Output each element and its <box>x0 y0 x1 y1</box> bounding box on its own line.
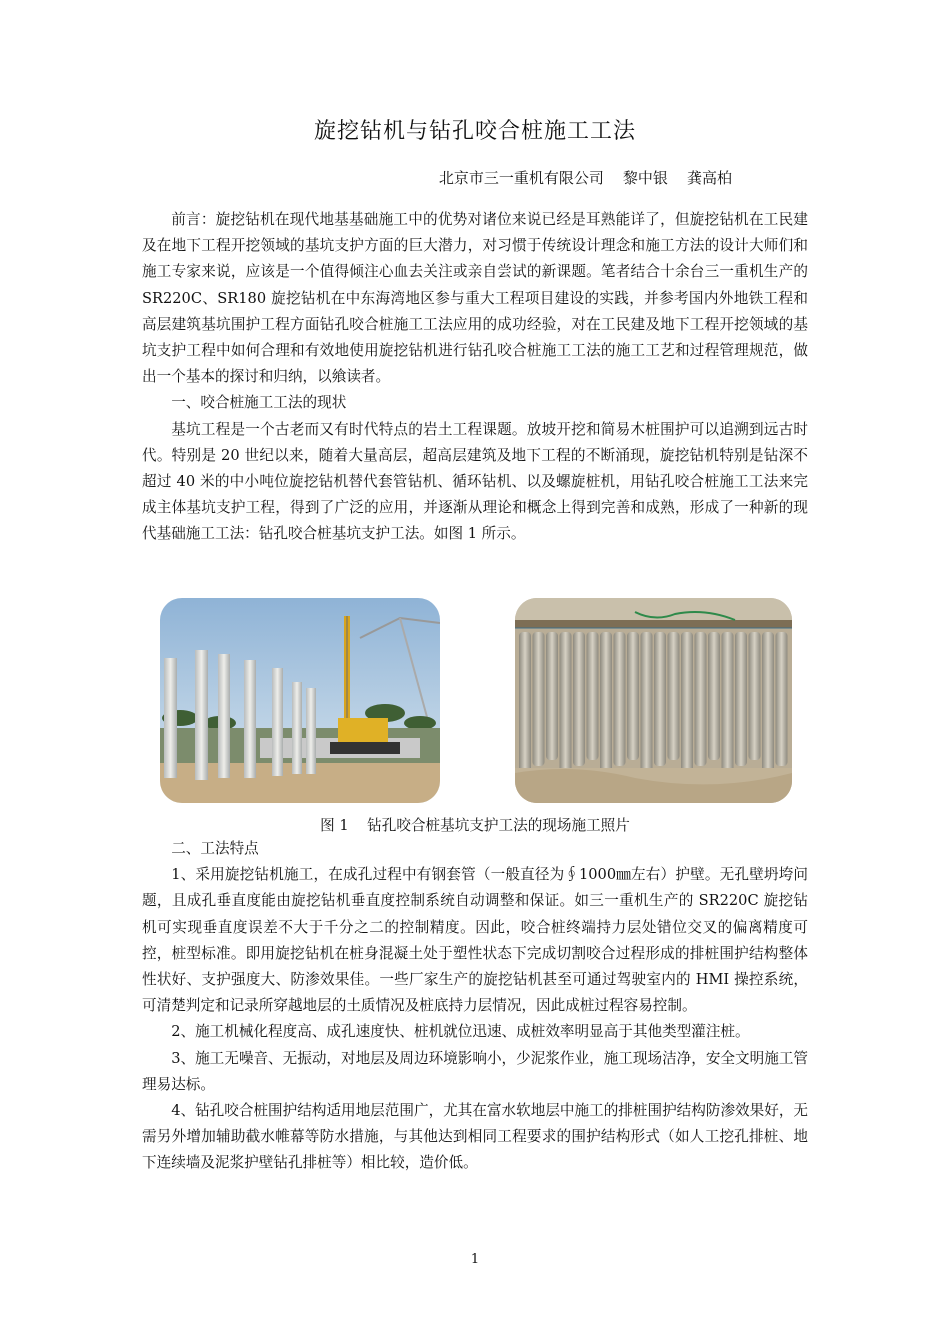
body-text-top <box>142 207 808 548</box>
pile-column <box>573 632 585 766</box>
document-authors: 北京市三一重机有限公司 黎中银 龚高柏 <box>438 169 732 187</box>
paragraph-feature-2: 2、施工机械化程度高、成孔速度快、桩机就位迅速、成桩效率明显高于其他类型灌注桩。 <box>171 1023 750 1041</box>
paragraph-status: 基坑工程是一个古老而又有时代特点的岩土工程课题。放坡开挖和简易木桩围护可以追溯到远古时代。特别是 20 世纪以来，随着大量高层，超高层建筑及地下工程的不断涌现，旋挖钻机特别是钻深不超过 40 米的中小吨位旋挖钻机替代套管钻机、循环钻机、以及螺旋桩机，用钻孔咬合桩施工工法来完成主体基坑支护工程，得到了广泛的应用，并逐渐从理论和概念上得到完善和成熟，形成了一种新的现代基础施工工法：钻孔咬合桩基坑支护工法。如图 1 所示。 <box>142 420 808 543</box>
paragraph-feature-3: 3、施工无噪音、无振动，对地层及周边环境影响小，少泥浆作业，施工现场洁净，安全文明施工管理易达标。 <box>142 1049 809 1093</box>
photo-pile-wall-illustration <box>515 598 792 803</box>
paragraph-feature-4: 4、钻孔咬合桩围护结构适用地层范围广，尤其在富水软地层中施工的排桩围护结构防渗效果好，无需另外增加辅助截水帷幕等防水措施，与其他达到相同工程要求的围护结构形式（如人工挖孔排桩、地下连续墙及泥浆护壁钻孔排桩等）相比较，造价低。 <box>142 1102 809 1172</box>
section-heading-1: 一、咬合桩施工工法的现状 <box>171 394 347 412</box>
figure-caption: 图 1 钻孔咬合桩基坑支护工法的现场施工照片 <box>320 817 630 834</box>
pile-column <box>749 632 761 760</box>
pile-column <box>762 632 774 772</box>
photo-pile-wall <box>515 598 792 803</box>
paragraph-preface: 前言：旋挖钻机在现代地基基础施工中的优势对诸位来说已经是耳熟能详了，但旋挖钻机在工民建及在地下工程开挖领域的基坑支护方面的巨大潜力，对习惯于传统设计理念和施工方法的设计大师们和施工专家来说，应该是一个值得倾注心血去关注或亲自尝试的新课题。笔者结合十余台三一重机生产的 SR220C、SR180 旋挖钻机在中东海湾地区参与重大工程项目建设的实践，并参考国内外地铁工程和高层建筑基坑围护工程方面钻孔咬合桩施工工法应用的成功经验，对在工民建及地下工程开挖领域的基坑支护工程中如何合理和有效地使用旋挖钻机进行钻孔咬合桩施工工法的施工工艺和过程管理规范，做出一个基本的探讨和归纳，以飨读者。 <box>142 211 808 386</box>
pile-column <box>546 632 558 760</box>
pile-column <box>695 632 707 766</box>
pile-column <box>600 632 612 772</box>
pile-column <box>587 632 599 760</box>
paragraph-feature-1: 1、采用旋挖钻机施工，在成孔过程中有钢套管（一般直径为∮1000㎜左右）护壁。无孔壁坍垮问题，且成孔垂直度能由旋挖钻机垂直度控制系统自动调整和保证。如三一重机生产的 SR220C 旋挖钻机可实现垂直度误差不大于千分之二的控制精度。因此，咬合桩终端持力层处错位交叉的偏离精度可控，桩型标准。即用旋挖钻机在桩身混凝土处于塑性状态下完成切割咬合过程形成的排桩围护结构整体性状好、支护强度大、防渗效果佳。一些厂家生产的旋挖钻机甚至可通过驾驶室内的 HMI 操控系统，可清楚判定和记录所穿越地层的土质情况及桩底持力层情况，因此成桩过程容易控制。 <box>142 866 808 1015</box>
page-number: 1 <box>470 1252 480 1267</box>
pile-column <box>519 632 531 772</box>
pile-column <box>681 632 693 772</box>
photo-drilling-rig-illustration <box>160 598 440 803</box>
section-heading-2: 二、工法特点 <box>171 840 259 857</box>
pile-column <box>735 632 747 766</box>
photo-drilling-rig <box>160 598 440 803</box>
pile-column <box>668 632 680 760</box>
pile-column <box>654 632 666 766</box>
pile-column <box>614 632 626 766</box>
pile-column <box>708 632 720 760</box>
document-title: 旋挖钻机与钻孔咬合桩施工工法 <box>313 119 636 144</box>
pile-column <box>722 632 734 772</box>
pile-column <box>641 632 653 772</box>
pile-column <box>560 632 572 772</box>
pile-column <box>627 632 639 760</box>
body-text-bottom <box>142 836 808 1177</box>
pile-column <box>533 632 545 766</box>
pile-column <box>776 632 788 766</box>
